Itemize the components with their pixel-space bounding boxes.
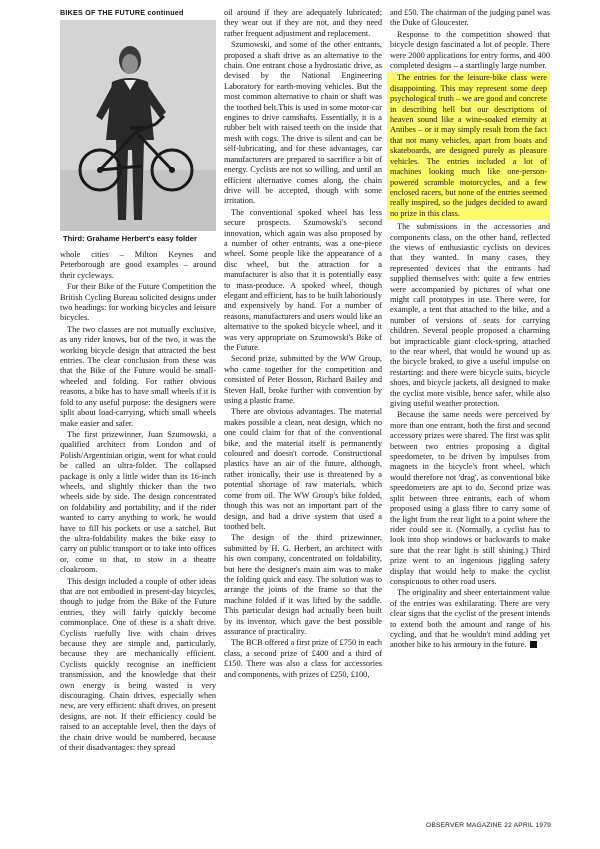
photo-man-with-folding-bike (60, 20, 216, 246)
article-paragraph (224, 8, 382, 39)
article-paragraph (60, 250, 216, 281)
article-paragraph (390, 410, 550, 587)
article-paragraph (224, 638, 382, 680)
paragraph-text: The first prizewinner, Juan Szumowski, a qualified architect from London and of Polish/Argentinian origin, went for what could be called an ultra-folder. The collapsed package is only a little wider than its 16-inch wheels, and slightly thicker than the two wheels side by side. The design concentrated on foldability and portability, and if the rider wanted to carry anything to work, he would have to fill his pockets or use a satchel. But the ultra-foldability makes the bike easy to carry on public transport or to take into offices or, come to that, to stow in a theatre cloakroom. (60, 429, 216, 575)
paragraph-text: whole cities – Milton Keynes and Peterborough are good examples – around their cycleways. (60, 250, 216, 280)
paragraph-text: The design of the third prizewinner, submitted by H. G. Herbert, an architect with his own company, concentrated on foldability, but here the designer's main aim was to make the folding quick and easy. The solution was to arrange the joints of the frame so that the machine folded if it was lifted by the saddle. This particular design had actually been built by its inventor, which gave the best possible assurance of practicality. (224, 533, 382, 636)
paragraph-text: The submissions in the accessories and components class, on the other hand, reflected the views of enthusiastic cyclists on devices that they wanted. In many cases, they represented devices that the entrants had supplied themselves with: quite a few entries were accompanied by pictures of what one might call prototypes in use. There were, for example, a tent that attached to the bike, and a number of versions of seats for carrying children. Several people proposed a charming but impracticable giant clock-spring, attached to the rear wheel, that would be wound up as the bicycle braked, to give a useful impulse on restarting: and there were bicycle suits, bicycle shoes, and bicycle jackets, all designed to make the cyclist more visible, hence safer, while also giving useful weather protection. (390, 222, 550, 409)
column-3-body (390, 8, 550, 651)
paragraph-text: This design included a couple of other ideas that are not embodied in present-day bicycles, though to judge from the Bike of the Future entries, they will fairly quickly become commonplace. One of these is a shaft drive. Cyclists ruefully live with chain drives because they are simple and, particularly, because they are mechanically efficient. Cyclists quickly recognise an inefficient transmission, and the knowledge that their own energy is being wasted is very discouraging. Chain drives, especially when new, are very efficient: shaft drives, on present designs, are not. If their efficiency could be raised to an acceptable level, then the days of the chain drive would be numbered, because of their disadvantages: they spread (60, 576, 216, 753)
article-paragraph (60, 282, 216, 324)
page-footer: OBSERVER MAGAZINE 22 APRIL 1979 (426, 822, 551, 829)
paragraph-text: Second prize, submitted by the WW Group, who came together for the competition and consisted of Peter Bosson, Richard Bailey and Steven Hall, broke further with convention by using a plastic frame. (224, 354, 382, 406)
article-paragraph (60, 430, 216, 576)
article-paragraph (390, 8, 550, 29)
article-paragraph (224, 354, 382, 406)
column-1-body (60, 250, 216, 754)
article-paragraph (224, 407, 382, 532)
paragraph-text: Response to the competition showed that bicycle design fascinated a lot of people. There were 2000 applications for entry forms, and 400 completed designs – a startlingly large number. (390, 29, 550, 71)
article-paragraph (390, 30, 550, 72)
article-paragraph (390, 73, 547, 219)
paragraph-text: The originality and sheer entertainment value of the entries was exhilarating. There are very clear signs that the cyclist of the present intends to extend both the amount and range of his cycling, and that he wouldn't mind adding yet another bike to his armoury in the future. (390, 588, 550, 650)
column-3 (390, 8, 550, 652)
photo-caption: Third: Grahame Herbert's easy folder (60, 231, 216, 246)
end-of-article-mark (530, 641, 537, 648)
paragraph-text: For their Bike of the Future Competition the British Cycling Bureau solicited designs under two headings: for working bicycles and leisure bicycles. (60, 282, 216, 323)
paragraph-text: The two classes are not mutually exclusive, as any rider knows, but of the two, it was the working bicycle design that attracted the best entries. The clear conclusion from these was that the Bike of the Future would be small-wheeled and folding. For rather obvious reasons, a bike has to have small wheels if it is fold to any useful purpose: the designers were split about load-carrying, which small wheels make easier and safer. (60, 324, 216, 428)
paragraph-text: Because the same needs were perceived by more than one entrant, both the first and second accessory prizes were shared. The first was split between two entries proposing a digital speedometer, to be driven by impulses from magnets in the bicycle's front wheel, which would therefore not 'drag', as conventional bike speedometers are apt to do. Second prize was split between three entrants, each of whom proposed using a glass fibre to carry some of the light from the rear light to a point where the rider could see it. (Normally, a cyclist has to look into shop windows or backwards to make sure that the rear light is still shining.) Third prize went to an ingenious jiggling safety display that would help to make the cyclist conspicuous to other road users. (390, 410, 550, 586)
paragraph-text: The entries for the leisure-bike class were disappointing. This may represent some deep psychological truth – we are good and concrete in describing hell but our descriptions of heaven sound like a wine-soaked eternity at Antibes – or it may simply result from the fact that not many vehicles, apart from boats and skateboards, are designed purely as pleasure vehicles. The entries included a lot of machines looking much like one-person-powered scramble motorcycles, and a few enclosed racers, but none of the entries seemed really inspired, so the judges decided to award no prize in this class. (390, 73, 547, 218)
column-2-body (224, 8, 382, 680)
photo-illustration (60, 20, 216, 246)
section-kicker: BIKES OF THE FUTURE continued (60, 8, 184, 17)
article-paragraph (390, 222, 550, 409)
article-paragraph (224, 533, 382, 637)
article-paragraph (60, 325, 216, 429)
article-paragraph (224, 40, 382, 207)
article-paragraph (60, 577, 216, 754)
paragraph-text: The BCB offered a first prize of £750 in each class, a second prize of £400 and a third of £150. There was also a class for accessories and components, with prizes of £250, £100, (224, 638, 382, 679)
paragraph-text: and £50. The chairman of the judging panel was the Duke of Gloucester. (390, 8, 550, 28)
article-paragraph (390, 588, 550, 650)
paragraph-text: oil around if they are adequately lubricated; they wear out if they are not, and they need rather frequent adjustment and replacement. (224, 8, 382, 38)
highlighted-passage (387, 72, 550, 220)
paragraph-text: Szumowski, and some of the other entrants, proposed a shaft drive as an alternative to the chain. One entrant chose a hydrostatic drive, as devised by the National Engineering Laboratory for earth-moving vehicles. But the most common alternative to chain or shaft was the toothed belt.This is used in some motor-car engines to drive camshafts. Essentially, it is a rubber belt with raised teeth on the inside that mesh with cogs. The drive is silent and can be self-lubricating, and for these advantages, car manufacturers are prepared to sacrifice a bit of energy. Cyclists are not so willing, and until an efficient alternative comes along, the chain drive will be accepted, though with some irritation. (224, 40, 382, 206)
paragraph-text: The conventional spoked wheel has less secure prospects. Szumowski's second innovation, which again was also proposed by a number of other entrants, was a one-piece wheel. Some people like the appearance of a disc wheel, but the attraction for a manufacturer is also that it is potentially easy to mass-produce. A spoked wheel, though elegant and efficient, has to be built laboriously and expensively by hand. For a number of reasons, manufacturers and users would like an alternative to the spoked bicycle wheel, and it was very appropriate on Szumowski's Bike of the Future. (224, 207, 382, 352)
paragraph-text: There are obvious advantages. The material makes possible a clean, neat design, which no one could claim for that of the conventional bike, and the material itself is permanently coloured and doesn't corrode. Constructional plastics have an air of the future, although, rather ironically, their use is threatened by a potential shortage of raw materials, which come from oil. The WW Group's bike folded, though this was not an important part of the design, and had a drive system that used a toothed belt. (224, 407, 382, 531)
article-paragraph (224, 208, 382, 354)
column-2 (224, 8, 382, 681)
column-1 (60, 8, 216, 755)
